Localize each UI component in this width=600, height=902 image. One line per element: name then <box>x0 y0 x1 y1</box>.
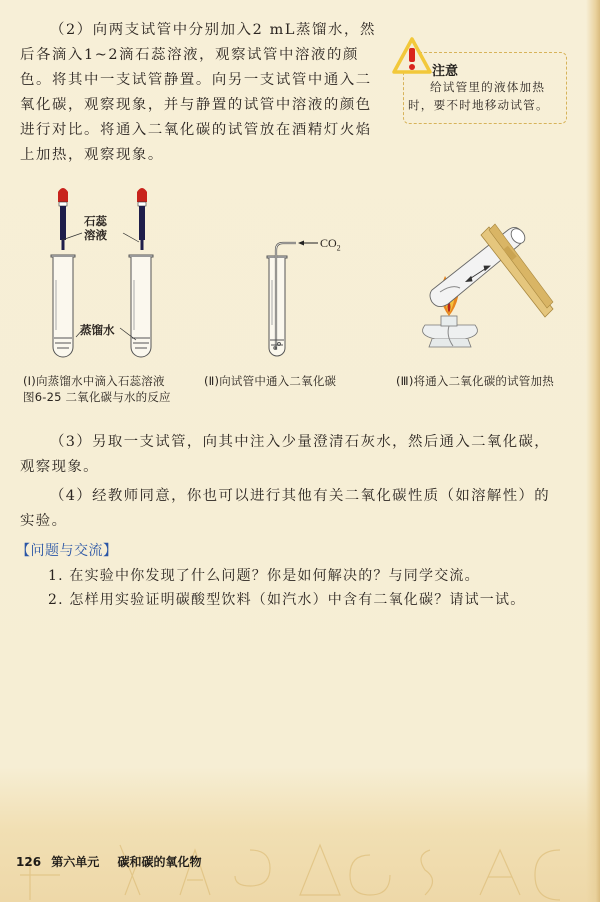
text-line: 上加热，观察现象。 <box>20 147 164 163</box>
caption-part-2: (Ⅱ)向试管中通入二氧化碳 <box>204 374 337 388</box>
paragraph-step-3 <box>20 430 580 480</box>
text-line: （3）另取一支试管，向其中注入少量澄清石灰水，然后通入二氧化碳， <box>50 434 551 450</box>
caption-part-3: (Ⅲ)将通入二氧化碳的试管加热 <box>396 374 554 388</box>
paragraph-step-2 <box>20 18 380 168</box>
text-line: （2）向两支试管中分别加入2 mL蒸馏水，然 <box>50 22 376 38</box>
text-line: （4）经教师同意，你也可以进行其他有关二氧化碳性质（如溶解性）的 <box>50 488 551 504</box>
note-title: 注意 <box>432 64 459 79</box>
page-edge-shading <box>586 0 600 902</box>
discussion-question-2: 2. 怎样用实验证明碳酸型饮料（如汽水）中含有二氧化碳？请试一试。 <box>48 592 526 608</box>
text-line: 进行对比。将通入二氧化碳的试管放在酒精灯火焰 <box>20 122 372 138</box>
discussion-heading: 【问题与交流】 <box>16 543 118 559</box>
note-body: 给试管里的液体加热时，要不时地移动试管。 <box>408 80 549 112</box>
unit-topic: 碳和碳的氧化物 <box>117 855 202 869</box>
discussion-question-1: 1. 在实验中你发现了什么问题？你是如何解决的？与同学交流。 <box>48 568 480 584</box>
page-number: 126 <box>16 855 42 869</box>
text-line: 后各滴入1~2滴石蕊溶液，观察试管中溶液的颜 <box>20 47 359 63</box>
distilled-water-label: 蒸馏水 <box>80 323 115 337</box>
caption-part-1: (Ⅰ)向蒸馏水中滴入石蕊溶液 <box>23 374 165 388</box>
alcohol-lamp-icon <box>423 316 478 347</box>
text-line: 氧化碳，观察现象，并与静置的试管中溶液的颜色 <box>20 97 372 113</box>
test-tube-left-icon <box>51 255 75 357</box>
figure-title: 图6-25 二氧化碳与水的反应 <box>23 390 171 404</box>
dropper-right-icon <box>137 188 147 250</box>
text-line: 实验。 <box>20 513 68 529</box>
warning-icon <box>392 36 432 76</box>
test-tube-co2-icon <box>267 243 296 356</box>
text-line: 观察现象。 <box>20 459 99 475</box>
test-tube-right-icon <box>129 255 153 357</box>
figure-6-25 <box>0 180 600 388</box>
paragraph-step-4 <box>20 484 580 534</box>
co2-label: $CO_2$ <box>320 236 341 253</box>
co2-arrow-icon <box>298 241 318 246</box>
unit-label: 第六单元 <box>51 855 100 869</box>
experiment-illustration <box>0 180 600 380</box>
text-line: 色。将其中一支试管静置。向另一支试管中通入二 <box>20 72 372 88</box>
litmus-label: 石蕊 溶液 <box>84 214 107 242</box>
page-footer <box>16 853 201 870</box>
dropper-left-icon <box>58 188 68 250</box>
